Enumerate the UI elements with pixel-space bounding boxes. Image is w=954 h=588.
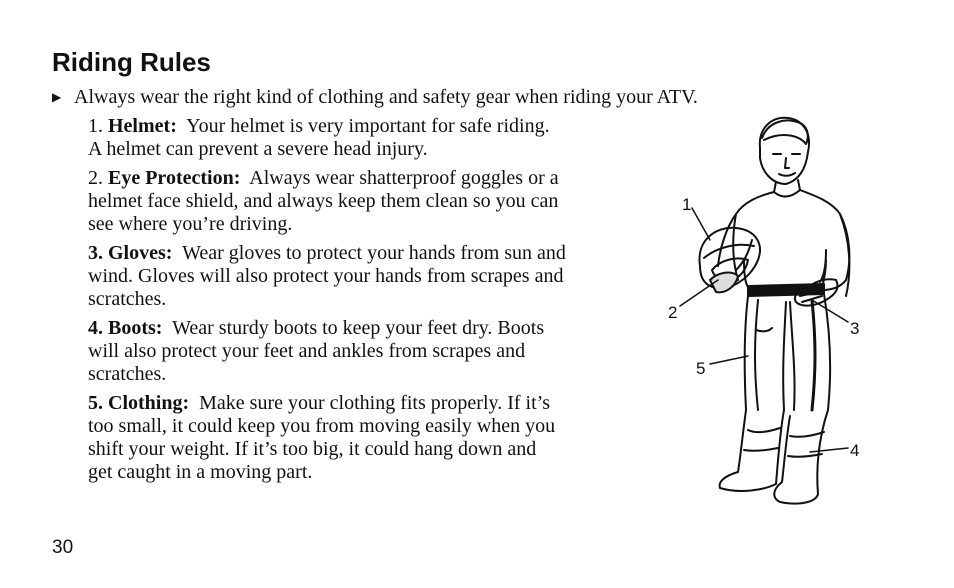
rule-text-line: scratches. bbox=[88, 363, 167, 385]
callout-2: 2 bbox=[668, 303, 678, 322]
callout-1: 1 bbox=[682, 195, 692, 214]
rule-label: Helmet: bbox=[108, 115, 177, 137]
rule-text-line: get caught in a moving part. bbox=[88, 461, 313, 483]
page-number: 30 bbox=[52, 537, 74, 558]
rule-label: Boots: bbox=[108, 317, 163, 339]
leader-line-2 bbox=[680, 280, 718, 306]
leader-line-3 bbox=[812, 300, 848, 322]
rule-text-line: too small, it could keep you from moving easily when you bbox=[88, 415, 556, 437]
rule-label: Eye Protection: bbox=[108, 167, 241, 189]
rule-number: 5. bbox=[88, 392, 103, 414]
rule-gloves bbox=[88, 242, 633, 311]
rule-text-line: shift your weight. If it’s too big, it could hang down and bbox=[88, 438, 537, 460]
rule-text-line: Wear sturdy boots to keep your feet dry. Boots bbox=[172, 317, 545, 339]
intro-text: Always wear the right kind of clothing and safety gear when riding your ATV. bbox=[74, 86, 698, 108]
leader-line-5 bbox=[710, 356, 748, 364]
callout-4: 4 bbox=[850, 441, 860, 460]
rule-text-line: A helmet can prevent a severe head injury. bbox=[88, 138, 428, 160]
rule-text-line: Always wear shatterproof goggles or a bbox=[249, 167, 559, 189]
rule-eye-protection bbox=[88, 167, 633, 236]
rule-text-line: Wear gloves to protect your hands from sun and bbox=[182, 242, 566, 264]
rule-number: 3. bbox=[88, 242, 103, 264]
rule-number: 2. bbox=[88, 167, 103, 189]
rule-label: Clothing: bbox=[108, 392, 190, 414]
page-title: Riding Rules bbox=[52, 47, 211, 77]
rule-text-line: Make sure your clothing fits properly. If it’s bbox=[199, 392, 550, 414]
right-triangle-bullet-icon: ▶ bbox=[52, 90, 62, 104]
rider-head bbox=[760, 118, 809, 184]
rule-clothing bbox=[88, 392, 633, 484]
rule-number: 1. bbox=[88, 115, 103, 137]
rule-boots bbox=[88, 317, 633, 386]
rule-number: 4. bbox=[88, 317, 103, 339]
rule-label: Gloves: bbox=[108, 242, 173, 264]
leader-line-1 bbox=[692, 208, 710, 240]
rule-text-line: will also protect your feet and ankles from scrapes and bbox=[88, 340, 526, 362]
rider-gear-illustration bbox=[640, 110, 900, 530]
rule-text-line: see where you’re driving. bbox=[88, 213, 293, 235]
rule-text-line: wind. Gloves will also protect your hands from scrapes and bbox=[88, 265, 564, 287]
callout-5: 5 bbox=[696, 359, 706, 378]
rule-text-line: scratches. bbox=[88, 288, 167, 310]
callout-3: 3 bbox=[850, 319, 860, 338]
rule-helmet bbox=[88, 115, 633, 161]
intro-line bbox=[52, 86, 832, 109]
rule-text-line: Your helmet is very important for safe riding. bbox=[186, 115, 550, 137]
rules-list bbox=[88, 115, 633, 490]
leader-line-4 bbox=[810, 448, 848, 452]
belt bbox=[748, 284, 824, 296]
rule-text-line: helmet face shield, and always keep them clean so you can bbox=[88, 190, 559, 212]
